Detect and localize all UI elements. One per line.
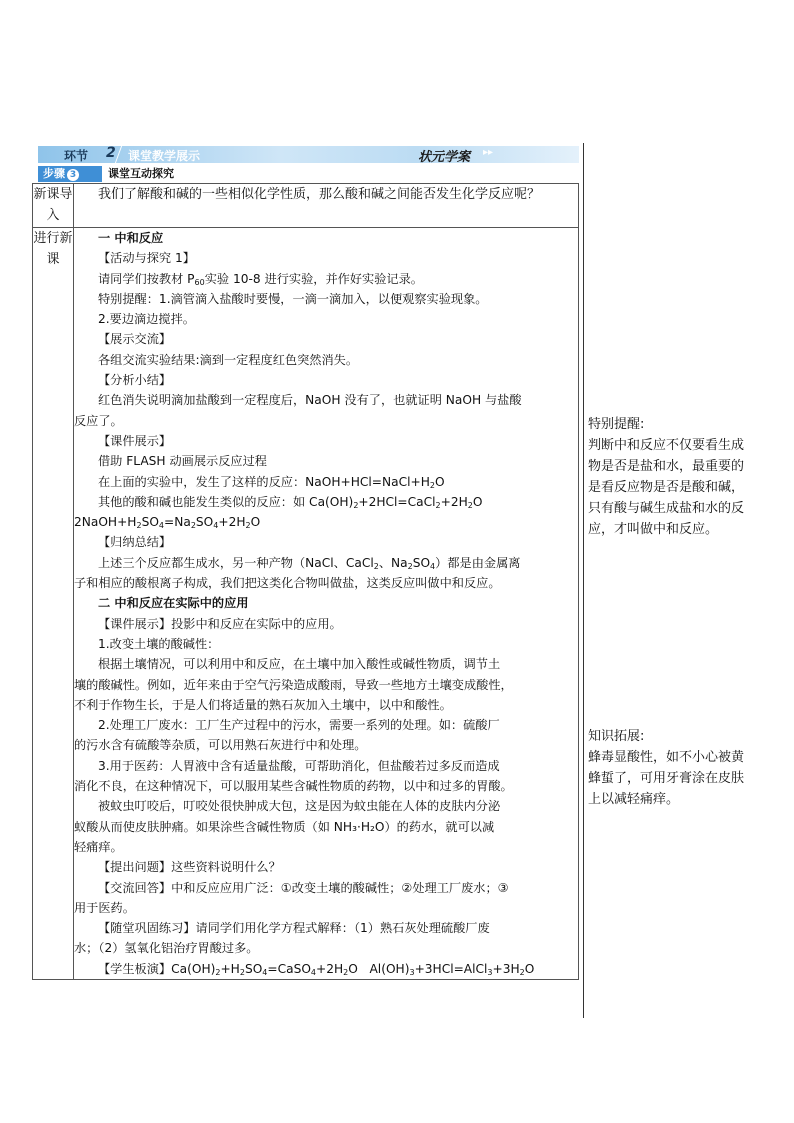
content-line: 被蚊虫叮咬后，叮咬处很快肿成大包，这是因为蚊虫能在人体的皮肤内分泌 [98, 799, 501, 814]
content-line: 3.用于医药：人胃液中含有适量盐酸，可帮助消化，但盐酸若过多反而造成 [98, 758, 500, 773]
section-banner [38, 146, 579, 163]
section-title: 课堂教学展示 [128, 149, 201, 163]
content-line: 1.改变土壤的酸碱性： [98, 636, 220, 651]
side-note-line: 是看反应物是否是酸和碱， [588, 480, 745, 495]
intro-paragraph: 我们了解酸和碱的一些相似化学性质，那么酸和碱之间能否发生化学反应呢？ [98, 187, 541, 202]
content-line: 特别提醒：1.滴管滴入盐酸时要慢，一滴一滴加入，以便观察实验现象。 [98, 291, 488, 306]
intro-text [74, 184, 579, 228]
column-divider [583, 143, 584, 1018]
side-note-line: 应，才叫做中和反应。 [588, 522, 719, 537]
side-note-line: 蜂蜇了，可用牙膏涂在皮肤 [588, 771, 745, 786]
step-number: 3 [67, 169, 79, 181]
side-note-title: 特别提醒: [588, 417, 645, 432]
content-line: 【课件展示】投影中和反应在实际中的应用。 [98, 616, 342, 631]
content-line: 请同学们按教材 $P_{60}$实验 10-8 进行实验，并作好实验记录。 [98, 271, 423, 287]
content-line: 【随堂巩固练习】请同学们用化学方程式解释：（1）熟石灰处理硫酸厂废 [98, 921, 490, 936]
content-line: 借助 FLASH 动画展示反应过程 [98, 454, 267, 469]
content-line: 2.要边滴边搅拌。 [98, 312, 195, 327]
side-note-line: 只有酸与碱生成盐和水的反 [588, 501, 745, 516]
intro-row [33, 184, 579, 228]
main-row [33, 228, 579, 980]
content-line: 2.处理工厂废水：工厂生产过程中的污水，需要一系列的处理。如：硫酸厂 [98, 718, 500, 733]
side-note-line: 蜂毒显酸性，如不小心被黄 [588, 750, 745, 765]
content-line: 【展示交流】 [98, 332, 172, 347]
content-line: 水；（2）氢氧化铝治疗胃酸过多。 [74, 941, 259, 956]
section-number: 2 [106, 145, 116, 161]
content-line: 各组交流实验结果:滴到一定程度红色突然消失。 [98, 352, 359, 367]
side-note-knowledge-extension [588, 726, 768, 810]
content-line: 的污水含有硫酸等杂质，可以用熟石灰进行中和处理。 [74, 738, 367, 753]
content-line: 【课件展示】 [98, 433, 172, 448]
content-line: 不利于作物生长，于是人们将适量的熟石灰加入土壤中，以中和酸性。 [74, 697, 452, 712]
content-line: 用于医药。 [74, 900, 135, 915]
content-line: 一 中和反应 [98, 231, 164, 245]
content-line: 根据土壤情况，可以利用中和反应，在土壤中加入酸性或碱性物质，调节土 [98, 657, 501, 672]
double-arrow-icon: ▸▸ [483, 147, 494, 158]
content-line: 【分析小结】 [98, 373, 172, 388]
content-line: 反应了。 [74, 413, 123, 428]
step-tag [38, 166, 102, 182]
lesson-table [32, 183, 579, 980]
intro-label: 新课导入 [33, 184, 74, 228]
step-bar [38, 166, 579, 182]
side-note-title: 知识拓展: [588, 729, 645, 744]
side-note-line: 判断中和反应不仅要看生成 [588, 438, 745, 453]
content-line: 【活动与探究 1】 [98, 251, 195, 266]
main-content [74, 228, 579, 980]
step-title: 课堂互动探究 [108, 167, 174, 180]
content-line: 轻痛痒。 [74, 839, 123, 854]
content-line: 【交流回答】中和反应应用广泛：①改变土壤的酸碱性；②处理工厂废水；③ [98, 880, 509, 895]
content-line: 壤的酸碱性。例如，近年来由于空气污染造成酸雨，导致一些地方土壤变成酸性， [74, 677, 513, 692]
content-line: 【学生板演】$Ca(OH)_2+H_2SO_4=CaSO_4+2H_2O$ $Al(OH)_3+3HCl=AlCl_3+3H_2O$ [98, 961, 535, 977]
content-line: 消化不良，在这种情况下，可以服用某些含碱性物质的药物，以中和过多的胃酸。 [74, 779, 513, 794]
banner-divider [115, 146, 122, 163]
content-line: 【归纳总结】 [98, 535, 172, 550]
content-line: $2NaOH+H_2SO_4=Na_2SO_4+2H_2O$ [74, 515, 261, 531]
side-note-line: 上以减轻痛痒。 [588, 792, 680, 807]
main-label: 进行新课 [33, 228, 74, 980]
content-line: 【提出问题】这些资料说明什么？ [98, 860, 281, 875]
side-note-line: 物是否是盐和水，最重要的 [588, 459, 745, 474]
side-note-special-reminder [588, 414, 768, 540]
content-line: 在上面的实验中，发生了这样的反应：$NaOH+HCl=NaCl+H_2O$ [98, 474, 445, 490]
content-line: 上述三个反应都生成水，另一种产物（NaCl、CaCl$_2$、$Na_2SO_4$）都是由金属离 [98, 555, 521, 571]
content-line: 红色消失说明滴加盐酸到一定程度后，NaOH 没有了，也就证明 NaOH 与盐酸 [98, 393, 522, 408]
content-line: 蚁酸从而使皮肤肿痛。如果涂些含碱性物质（如 NH₃·H₂O）的药水，就可以减 [74, 819, 495, 834]
brand-logo: 状元学案 [418, 150, 471, 165]
content-line: 子和相应的酸根离子构成，我们把这类化合物叫做盐，这类反应叫做中和反应。 [74, 576, 501, 591]
content-line: 其他的酸和碱也能发生类似的反应：如 $Ca(OH)_2+2HCl=CaCl_2+2H_2O$ [98, 494, 483, 510]
step-tag-label: 步骤 [43, 167, 65, 180]
content-line: 二 中和反应在实际中的应用 [98, 596, 249, 611]
section-label: 环节 [64, 149, 89, 163]
